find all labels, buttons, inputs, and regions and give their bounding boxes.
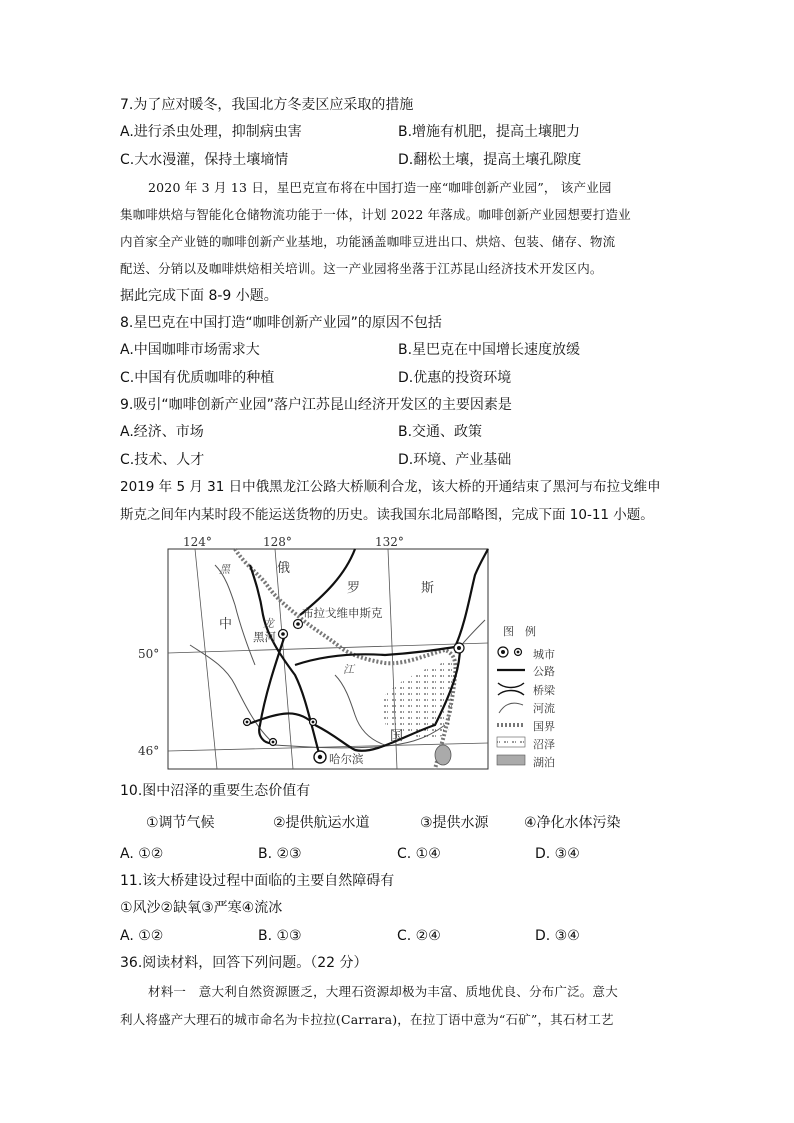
legend-marsh-label: 沼泽 bbox=[533, 738, 555, 751]
city-small-3 bbox=[310, 719, 317, 726]
q8-option-d: D.优惠的投资环境 bbox=[398, 370, 512, 386]
meridian-124 bbox=[195, 549, 217, 769]
passage2-line1: 2019 年 5 月 31 日中俄黑龙江公路大桥顺利合龙，该大桥的开通结束了黑河与布拉戈维申 bbox=[120, 479, 661, 495]
q11-option-c: C. ②④ bbox=[397, 928, 441, 944]
city-heihe bbox=[279, 630, 288, 639]
label-river-jiang: 江 bbox=[343, 663, 354, 676]
city-small-2 bbox=[270, 739, 277, 746]
legend-border-label: 国界 bbox=[533, 720, 555, 733]
passage1-instruction: 据此完成下面 8-9 小题。 bbox=[120, 288, 278, 304]
passage1-line1: 2020 年 3 月 13 日，星巴克宣布将在中国打造一座“咖啡创新产业园”， 该产业园 bbox=[148, 180, 612, 195]
q7-option-a: A.进行杀虫处理，抑制病虫害 bbox=[120, 124, 302, 140]
road-2 bbox=[259, 635, 285, 743]
city-small-1 bbox=[244, 719, 251, 726]
q10-item-2: ②提供航运水道 bbox=[273, 815, 370, 831]
passage2-line2: 斯克之间年内某时段不能运送货物的历史。读我国东北局部略图，完成下面 10-11 小题。 bbox=[120, 507, 654, 523]
q10-item-3: ③提供水源 bbox=[420, 815, 489, 831]
road-5 bbox=[295, 647, 455, 665]
q9-option-c: C.技术、人才 bbox=[120, 452, 205, 468]
river-b bbox=[190, 645, 270, 740]
lat-label-46: 46° bbox=[138, 744, 160, 758]
legend-title: 图 例 bbox=[503, 625, 536, 638]
label-river-long: 龙 bbox=[263, 617, 274, 630]
label-blagoveshchensk: 布拉戈维申斯克 bbox=[302, 606, 383, 620]
river-c bbox=[335, 675, 385, 745]
legend-river-symbol bbox=[499, 703, 523, 713]
label-russia-3: 斯 bbox=[421, 581, 435, 596]
passage1-line2: 集咖啡烘焙与智能化仓储物流功能于一体，计划 2022 年落成。咖啡创新产业园想要打造业 bbox=[120, 207, 631, 222]
q11-stem: 11.该大桥建设过程中面临的主要自然障碍有 bbox=[120, 873, 395, 889]
legend-marsh-symbol bbox=[497, 737, 525, 747]
lon-label-132: 132° bbox=[375, 535, 404, 549]
q36-material-line2: 利人将盛产大理石的城市命名为卡拉拉(Carrara)，在拉丁语中意为“石矿”，其石材工艺 bbox=[120, 1012, 614, 1027]
q10-item-1: ①调节气候 bbox=[146, 815, 215, 831]
legend-city-label: 城市 bbox=[533, 648, 555, 661]
q11-option-b: B. ①③ bbox=[258, 928, 302, 944]
q7-option-c: C.大水漫灌，保持土壤墒情 bbox=[120, 152, 289, 168]
road-7 bbox=[245, 713, 315, 725]
q10-option-c: C. ①④ bbox=[397, 846, 441, 862]
q10-item-4: ④净化水体污染 bbox=[524, 815, 621, 831]
lat-label-50: 50° bbox=[138, 647, 160, 661]
q8-option-a: A.中国咖啡市场需求大 bbox=[120, 342, 260, 358]
legend-lake-symbol bbox=[497, 755, 525, 765]
q10-option-d: D. ③④ bbox=[535, 846, 580, 862]
q8-stem: 8.星巴克在中国打造“咖啡创新产业园”的原因不包括 bbox=[120, 315, 442, 331]
label-china-2: 国 bbox=[390, 729, 404, 744]
city-harbin bbox=[314, 751, 326, 763]
label-river-hei: 黑 bbox=[219, 563, 230, 576]
q7-stem: 7.为了应对暖冬，我国北方冬麦区应采取的措施 bbox=[120, 97, 414, 113]
passage1-line4: 配送、分销以及咖啡烘焙相关培训。这一产业园将坐落于江苏昆山经济技术开发区内。 bbox=[120, 261, 603, 276]
q10-option-a: A. ①② bbox=[120, 846, 164, 862]
label-russia-1: 俄 bbox=[277, 561, 291, 576]
lake bbox=[435, 745, 451, 765]
passage1-line3: 内首家全产业链的咖啡创新产业基地，功能涵盖咖啡豆进出口、烘焙、包装、储存、物流 bbox=[120, 234, 616, 249]
legend-bridge-label: 桥梁 bbox=[533, 684, 555, 697]
q10-stem: 10.图中沼泽的重要生态价值有 bbox=[120, 783, 311, 799]
city-east bbox=[454, 643, 464, 653]
q11-items: ①风沙②缺氧③严寒④流冰 bbox=[120, 900, 283, 916]
q9-option-a: A.经济、市场 bbox=[120, 424, 204, 440]
legend-river-label: 河流 bbox=[533, 702, 555, 715]
q11-option-d: D. ③④ bbox=[535, 928, 580, 944]
map-drawing bbox=[135, 535, 595, 775]
q8-option-b: B.星巴克在中国增长速度放缓 bbox=[398, 342, 581, 358]
q9-stem: 9.吸引“咖啡创新产业园”落户江苏昆山经济开发区的主要因素是 bbox=[120, 397, 512, 413]
label-china-1: 中 bbox=[219, 617, 233, 632]
q8-option-c: C.中国有优质咖啡的种植 bbox=[120, 370, 275, 386]
lon-label-124: 124° bbox=[183, 535, 212, 549]
q36-material-line1: 材料一 意大利自然资源匮乏，大理石资源却极为丰富、质地优良、分布广泛。意大 bbox=[148, 984, 618, 999]
legend-bridge-symbol bbox=[498, 683, 524, 695]
legend-lake-label: 湖泊 bbox=[533, 756, 555, 769]
q9-option-b: B.交通、政策 bbox=[398, 424, 483, 440]
label-russia-2: 罗 bbox=[347, 581, 361, 596]
legend-city-symbol bbox=[498, 647, 522, 657]
northeast-china-map bbox=[135, 535, 595, 775]
q7-option-d: D.翻松土壤，提高土壤孔隙度 bbox=[398, 152, 582, 168]
label-heihe: 黑河 bbox=[253, 630, 276, 644]
q10-option-b: B. ②③ bbox=[258, 846, 302, 862]
label-harbin: 哈尔滨 bbox=[329, 752, 364, 766]
legend-road-label: 公路 bbox=[533, 665, 555, 678]
road-6 bbox=[455, 549, 488, 647]
q36-stem: 36.阅读材料，回答下列问题。（22 分） bbox=[120, 955, 368, 971]
lon-label-128: 128° bbox=[263, 535, 292, 549]
q7-option-b: B.增施有机肥，提高土壤肥力 bbox=[398, 124, 581, 140]
q9-option-d: D.环境、产业基础 bbox=[398, 452, 512, 468]
q11-option-a: A. ①② bbox=[120, 928, 164, 944]
